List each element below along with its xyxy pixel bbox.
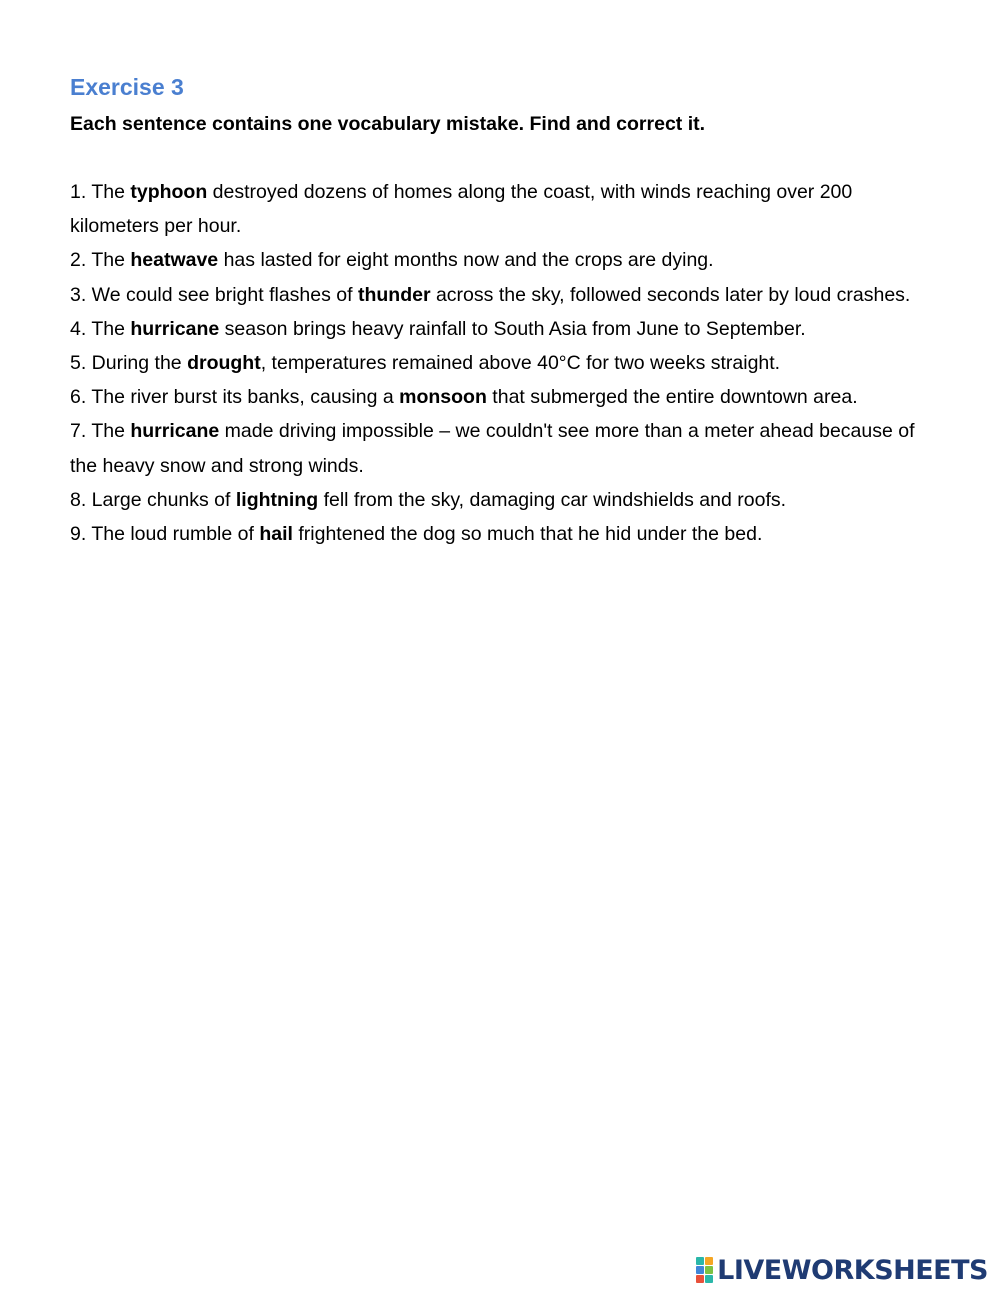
sentence-item: 6. The river burst its banks, causing a monsoon that submerged the entire downtown area. [70, 386, 858, 409]
logo-tile [705, 1266, 713, 1274]
sentence-item: 9. The loud rumble of hail frightened the dog so much that he hid under the bed. [70, 523, 763, 546]
vocab-word: monsoon [399, 386, 487, 409]
logo-tile [696, 1266, 704, 1274]
sentence-list [70, 175, 940, 551]
sentence-item: 4. The hurricane season brings heavy rainfall to South Asia from June to September. [70, 317, 806, 340]
exercise-title: Exercise 3 [70, 74, 184, 100]
logo-tile [705, 1257, 713, 1265]
logo-tile [705, 1275, 713, 1283]
vocab-word: hail [259, 523, 293, 546]
vocab-word: hurricane [130, 317, 220, 340]
sentence-item: 1. The typhoon destroyed dozens of homes along the coast, with winds reaching over 200 kilometers per hour. [70, 181, 853, 238]
worksheet-page [70, 72, 940, 551]
liveworksheets-logo [696, 1252, 988, 1288]
vocab-word: lightning [235, 488, 319, 511]
vocab-word: heatwave [130, 249, 219, 272]
vocab-word: thunder [357, 283, 431, 306]
exercise-instruction: Each sentence contains one vocabulary mistake. Find and correct it. [70, 113, 706, 135]
vocab-word: drought [187, 352, 261, 375]
sentence-item: 8. Large chunks of lightning fell from the sky, damaging car windshields and roofs. [70, 488, 787, 511]
logo-tile [696, 1275, 704, 1283]
sentence-item: 5. During the drought, temperatures remained above 40°C for two weeks straight. [70, 352, 781, 375]
logo-mark-icon [696, 1257, 713, 1283]
sentence-item: 2. The heatwave has lasted for eight months now and the crops are dying. [70, 249, 714, 272]
sentence-item: 3. We could see bright flashes of thunder across the sky, followed seconds later by loud crashes. [70, 283, 911, 306]
vocab-word: typhoon [130, 181, 208, 203]
vocab-word: hurricane [130, 420, 220, 443]
logo-tile [696, 1257, 704, 1265]
sentence-item: 7. The hurricane made driving impossible – we couldn't see more than a meter ahead because of the heavy snow and strong winds. [70, 420, 915, 477]
logo-text: LIVEWORKSHEETS [717, 1254, 988, 1286]
